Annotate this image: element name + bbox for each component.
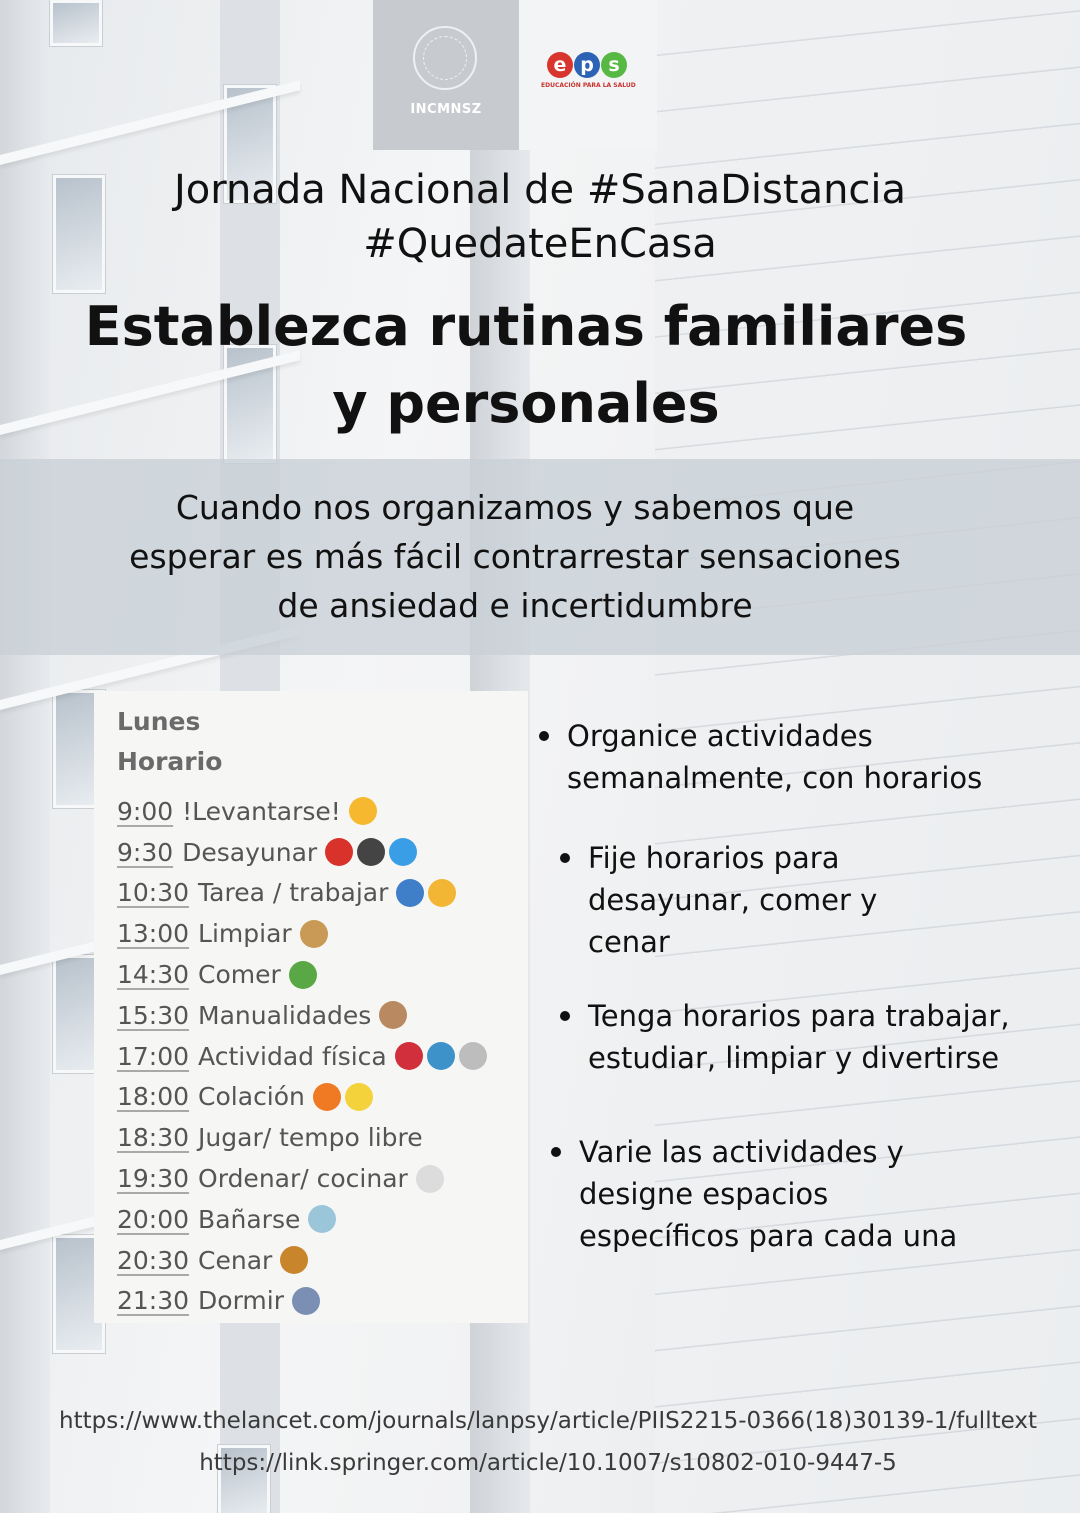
tip-bullet — [579, 1131, 957, 1257]
schedule-activity: Bañarse — [198, 1204, 301, 1234]
activity-icons — [349, 797, 377, 825]
eps-letter-e: e — [547, 52, 573, 78]
hashtag-line: Jornada Nacional de #SanaDistancia — [173, 167, 907, 213]
schedule-row — [117, 1281, 487, 1322]
schedule-activity: Cenar — [198, 1245, 273, 1275]
reference-link[interactable]: https://link.springer.com/article/10.1007/s10802-010-9447-5 — [199, 1450, 897, 1476]
pencil-emoji — [428, 879, 456, 907]
tip-line: Organice actividades — [567, 719, 873, 753]
schedule-time: 9:30 — [117, 837, 174, 867]
schedule-card — [94, 691, 528, 1323]
schedule-activity: Actividad física — [198, 1041, 387, 1071]
schedule-time: 20:00 — [117, 1204, 190, 1234]
schedule-activity: !Levantarse! — [182, 796, 341, 826]
schedule-row — [117, 954, 487, 995]
schedule-row — [117, 1036, 487, 1077]
intro-line: de ansiedad e incertidumbre — [277, 586, 753, 625]
schedule-time: 20:30 — [117, 1245, 190, 1275]
eps-logo — [519, 0, 657, 150]
bullet-dot — [560, 1011, 570, 1021]
tip-line: Tenga horarios para trabajar, — [588, 999, 1010, 1033]
activity-icons — [416, 1165, 444, 1193]
tip-bullet — [588, 995, 1010, 1079]
sun-emoji — [349, 797, 377, 825]
activity-icons — [395, 1042, 487, 1070]
tip-bullet — [567, 715, 982, 799]
tip-line: Varie las actividades y — [579, 1135, 904, 1169]
title-line: Establezca rutinas familiares — [84, 295, 968, 358]
schedule-activity: Ordenar/ cocinar — [198, 1164, 408, 1194]
schedule-activity: Dormir — [198, 1286, 285, 1316]
schedule-time: 9:00 — [117, 796, 174, 826]
schedule-time: 15:30 — [117, 1000, 190, 1030]
schedule-activity: Tarea / trabajar — [198, 878, 389, 908]
schedule-time: 18:30 — [117, 1123, 190, 1153]
tip-line: semanalmente, con horarios — [567, 761, 983, 795]
schedule-row — [117, 832, 487, 873]
schedule-row — [117, 791, 487, 832]
books-emoji — [396, 879, 424, 907]
bed-emoji — [292, 1287, 320, 1315]
carrot-emoji — [313, 1083, 341, 1111]
eps-letter-s: s — [601, 52, 627, 78]
broom-emoji — [300, 920, 328, 948]
activity-icons — [289, 961, 317, 989]
schedule-activity: Jugar/ tempo libre — [198, 1123, 423, 1153]
schedule-activity: Comer — [198, 960, 281, 990]
schedule-time: 21:30 — [117, 1286, 190, 1316]
schedule-time: 10:30 — [117, 878, 190, 908]
apple-emoji — [325, 838, 353, 866]
schedule-activity: Colación — [198, 1082, 305, 1112]
schedule-day: Lunes — [117, 707, 201, 736]
bathtub-emoji — [308, 1205, 336, 1233]
schedule-time: 13:00 — [117, 919, 190, 949]
activity-icons — [280, 1246, 308, 1274]
eps-letters — [547, 52, 627, 78]
schedule-title: Horario — [117, 747, 223, 776]
pan-food-emoji — [280, 1246, 308, 1274]
page-title — [0, 288, 1052, 442]
tip-line: desayunar, comer y — [588, 883, 878, 917]
activity-icons — [325, 838, 417, 866]
activity-icons — [308, 1205, 336, 1233]
campaign-hashtags — [0, 163, 1080, 271]
schedule-row — [117, 995, 487, 1036]
intro-banner — [0, 459, 1080, 655]
activity-icons — [300, 920, 328, 948]
tip-line: Fije horarios para — [588, 841, 840, 875]
eps-caption: EDUCACIÓN PARA LA SALUD — [541, 82, 636, 89]
schedule-activity: Manualidades — [198, 1000, 372, 1030]
schedule-row — [117, 913, 487, 954]
reference-link[interactable]: https://www.thelancet.com/journals/lanpsy/article/PIIS2215-0366(18)30139-1/fulltext — [59, 1408, 1037, 1434]
cook-emoji — [416, 1165, 444, 1193]
schedule-list — [117, 791, 487, 1321]
activity-icons — [396, 879, 456, 907]
tip-line: estudiar, limpiar y divertirse — [588, 1041, 1000, 1075]
hashtag-line: #QuedateEnCasa — [363, 221, 717, 267]
dancer-emoji — [395, 1042, 423, 1070]
schedule-row — [117, 873, 487, 914]
intro-text — [0, 483, 1030, 630]
schedule-time: 14:30 — [117, 960, 190, 990]
activity-icons — [379, 1001, 407, 1029]
tip-line: designe espacios — [579, 1177, 829, 1211]
bullet-dot — [560, 853, 570, 863]
activity-icons — [313, 1083, 373, 1111]
institution-abbr: INCMNSZ — [410, 102, 482, 117]
schedule-activity: Desayunar — [182, 837, 318, 867]
tip-line: cenar — [588, 925, 670, 959]
tip-line: específicos para cada una — [579, 1219, 958, 1253]
artist-emoji — [379, 1001, 407, 1029]
eps-letter-p: p — [574, 52, 600, 78]
schedule-time: 18:00 — [117, 1082, 190, 1112]
schedule-time: 19:30 — [117, 1164, 190, 1194]
frying-pan-emoji — [357, 838, 385, 866]
bullet-dot — [551, 1147, 561, 1157]
incmnsz-logo — [373, 0, 519, 150]
bullet-dot — [539, 731, 549, 741]
activity-icons — [292, 1287, 320, 1315]
salad-emoji — [289, 961, 317, 989]
schedule-time: 17:00 — [117, 1041, 190, 1071]
intro-line: Cuando nos organizamos y sabemos que — [175, 488, 855, 527]
intro-line: esperar es más fácil contrarrestar sensaciones — [129, 537, 901, 576]
cartwheel-emoji — [427, 1042, 455, 1070]
banana-emoji — [345, 1083, 373, 1111]
schedule-row — [117, 1240, 487, 1281]
references — [0, 1400, 1080, 1484]
schedule-activity: Limpiar — [198, 919, 292, 949]
tip-bullet — [588, 837, 877, 963]
schedule-row — [117, 1199, 487, 1240]
droplet-emoji — [389, 838, 417, 866]
schedule-row — [117, 1117, 487, 1158]
title-line: y personales — [332, 372, 720, 435]
seal-emblem — [413, 26, 477, 90]
martial-arts-emoji — [459, 1042, 487, 1070]
schedule-row — [117, 1158, 487, 1199]
schedule-row — [117, 1077, 487, 1118]
